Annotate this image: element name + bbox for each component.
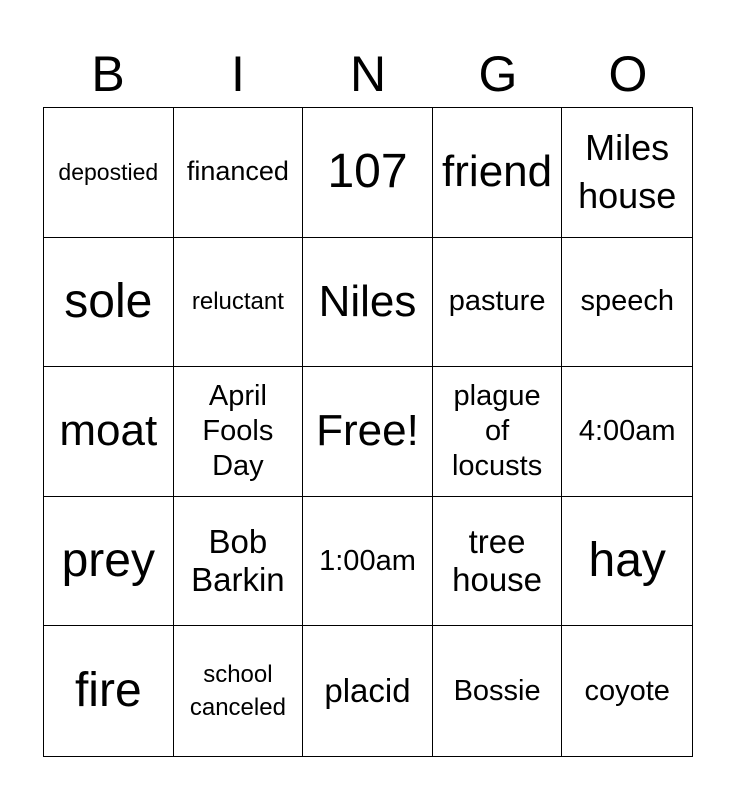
cell-label: hay [588, 533, 666, 587]
bingo-cell[interactable] [562, 238, 692, 368]
cell-label: Bob Barkin [191, 523, 285, 599]
bingo-cell[interactable] [303, 497, 433, 627]
bingo-cell[interactable] [174, 626, 304, 756]
header-letter-b: B [91, 46, 125, 102]
bingo-cell[interactable] [562, 497, 692, 627]
bingo-cell[interactable] [44, 367, 174, 497]
bingo-cell[interactable] [44, 626, 174, 756]
bingo-cell[interactable] [562, 367, 692, 497]
cell-label: 1:00am [319, 544, 416, 577]
cell-label: 107 [327, 145, 408, 199]
cell-label: pasture [448, 285, 546, 318]
header-letter-n: N [349, 46, 387, 102]
bingo-cell[interactable] [303, 626, 433, 756]
bingo-cell[interactable] [433, 238, 563, 368]
bingo-cell[interactable] [303, 108, 433, 238]
cell-label: depostied [58, 159, 159, 186]
cell-label: fire [74, 664, 142, 717]
bingo-cell[interactable] [433, 497, 563, 627]
free-space-label: Free! [316, 406, 419, 456]
cell-label: friend [442, 147, 553, 197]
header-letter-o: O [608, 46, 648, 102]
bingo-cell[interactable] [174, 497, 304, 627]
cell-label: Miles house [578, 126, 677, 217]
bingo-cell[interactable] [562, 108, 692, 238]
cell-label: sole [64, 274, 153, 328]
bingo-cell[interactable] [303, 238, 433, 368]
free-space-cell[interactable] [303, 367, 433, 497]
bingo-cell[interactable] [44, 108, 174, 238]
cell-label: prey [61, 533, 155, 587]
cell-label: 4:00am [578, 415, 676, 448]
bingo-cell[interactable] [44, 497, 174, 627]
bingo-header [43, 40, 693, 108]
bingo-cell[interactable] [174, 108, 304, 238]
cell-label: financed [186, 156, 289, 187]
cell-label: coyote [584, 674, 670, 707]
cell-label: April Fools Day [202, 380, 274, 482]
cell-label: Bossie [453, 674, 541, 707]
cell-label: tree house [452, 523, 543, 599]
header-letter-i: I [231, 46, 245, 102]
bingo-cell[interactable] [44, 238, 174, 368]
bingo-cell[interactable] [433, 108, 563, 238]
cell-label: reluctant [191, 288, 284, 316]
bingo-cell[interactable] [433, 367, 563, 497]
header-letter-g: G [478, 46, 518, 102]
bingo-cell[interactable] [562, 626, 692, 756]
bingo-cell[interactable] [174, 238, 304, 368]
bingo-cell[interactable] [174, 367, 304, 497]
cell-label: moat [59, 406, 158, 456]
bingo-cell[interactable] [433, 626, 563, 756]
bingo-board [43, 107, 693, 757]
cell-label: plague of locusts [451, 380, 543, 482]
cell-label: speech [580, 285, 674, 318]
cell-label: Niles [318, 276, 417, 326]
cell-label: placid [324, 672, 411, 710]
cell-label: school canceled [189, 661, 286, 722]
